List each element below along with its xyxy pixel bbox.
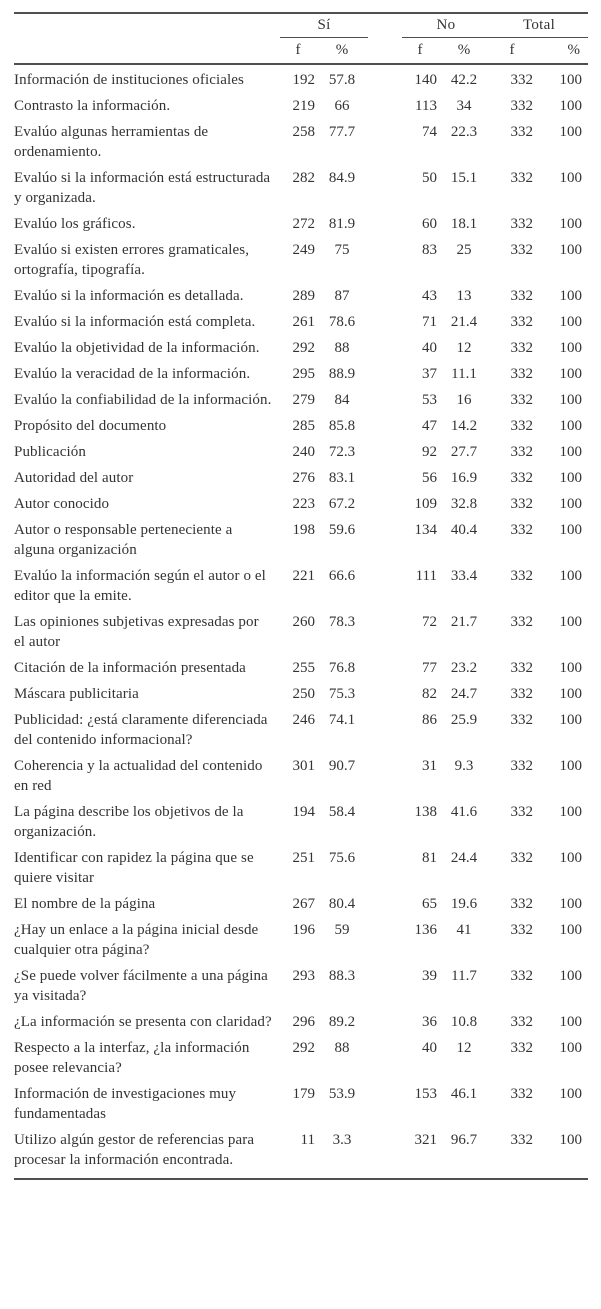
row-label: Identificar con rapidez la página que se quiere visitar (14, 850, 254, 886)
cell-no-pct: 15.1 (450, 170, 478, 186)
cell-gap (368, 166, 402, 212)
cell-no-pct: 18.1 (450, 216, 478, 232)
row-label: Evalúo si la información está completa. (14, 314, 256, 330)
cell-no-pct: 40.4 (450, 522, 478, 538)
cell-no-pct: 23.2 (450, 660, 478, 676)
cell-no-f: 109 (414, 496, 437, 512)
cell-no-pct: 12 (456, 340, 472, 356)
row-label: Coherencia y la actualidad del contenido en red (14, 758, 263, 794)
row-label: Evalúo si existen errores gramaticales, ortografía, tipografía. (14, 242, 250, 278)
subheader-no-pct: % (438, 37, 490, 64)
cell-si-pct: 57.8 (328, 72, 356, 88)
cell-total-pct: 100 (559, 496, 583, 512)
cell-gap (368, 440, 402, 466)
cell-gap (368, 964, 402, 1010)
cell-no-pct: 16 (456, 392, 472, 408)
cell-si-pct: 75.3 (328, 686, 356, 702)
cell-total-pct: 100 (559, 804, 583, 820)
cell-si-f: 192 (292, 72, 315, 88)
table-row (14, 754, 588, 800)
cell-no-f: 138 (414, 804, 437, 820)
cell-total-pct: 100 (559, 392, 583, 408)
cell-si-pct: 84 (334, 392, 350, 408)
frequency-table (14, 12, 588, 1180)
table-row (14, 682, 588, 708)
cell-total-pct: 100 (559, 1014, 583, 1030)
cell-total-pct: 100 (559, 444, 583, 460)
cell-no-f: 83 (422, 242, 437, 258)
cell-si-pct: 74.1 (328, 712, 356, 728)
cell-total-f: 332 (510, 72, 533, 88)
cell-si-pct: 58.4 (328, 804, 356, 820)
cell-si-pct: 75.6 (328, 850, 356, 866)
cell-si-f: 196 (292, 922, 315, 938)
cell-total-f: 332 (510, 614, 533, 630)
cell-gap (368, 1010, 402, 1036)
table-row (14, 414, 588, 440)
cell-gap (368, 1082, 402, 1128)
cell-no-pct: 11.1 (451, 366, 477, 382)
subheader-row (14, 37, 588, 64)
cell-total-f: 332 (510, 340, 533, 356)
cell-no-f: 31 (422, 758, 437, 774)
cell-no-f: 153 (414, 1086, 437, 1102)
cell-no-pct: 33.4 (450, 568, 478, 584)
cell-gap (368, 238, 402, 284)
cell-no-pct: 27.7 (450, 444, 478, 460)
column-group-no: No (402, 13, 490, 37)
cell-gap (368, 64, 402, 94)
cell-total-pct: 100 (559, 470, 583, 486)
table-row (14, 964, 588, 1010)
row-label: Respecto a la interfaz, ¿la información posee relevancia? (14, 1040, 250, 1076)
cell-total-f: 332 (510, 568, 533, 584)
cell-no-f: 134 (414, 522, 437, 538)
cell-gap (368, 310, 402, 336)
cell-no-f: 72 (422, 614, 437, 630)
cell-no-pct: 21.7 (450, 614, 478, 630)
cell-no-pct: 12 (456, 1040, 472, 1056)
cell-gap (368, 388, 402, 414)
table-row (14, 918, 588, 964)
cell-si-f: 198 (292, 522, 315, 538)
cell-si-f: 246 (292, 712, 315, 728)
cell-no-pct: 24.7 (450, 686, 478, 702)
table-body (14, 64, 588, 1179)
row-label: Citación de la información presentada (14, 660, 246, 676)
row-label: ¿Hay un enlace a la página inicial desde cualquier otra página? (14, 922, 259, 958)
row-label: Autor conocido (14, 496, 110, 512)
cell-total-pct: 100 (559, 216, 583, 232)
row-label: Evalúo la información según el autor o el editor que la emite. (14, 568, 266, 604)
cell-si-f: 219 (292, 98, 315, 114)
cell-no-pct: 46.1 (450, 1086, 478, 1102)
subheader-no-f: f (402, 37, 438, 64)
table-row (14, 120, 588, 166)
table-row (14, 440, 588, 466)
cell-gap (368, 610, 402, 656)
cell-si-pct: 78.3 (328, 614, 356, 630)
cell-gap (368, 1128, 402, 1179)
cell-total-f: 332 (510, 216, 533, 232)
row-label: Evalúo la objetividad de la información. (14, 340, 260, 356)
cell-total-f: 332 (510, 366, 533, 382)
cell-total-f: 332 (510, 124, 533, 140)
row-label: Publicidad: ¿está claramente diferenciada del contenido informacional? (14, 712, 268, 748)
cell-no-f: 60 (422, 216, 437, 232)
cell-total-f: 332 (510, 850, 533, 866)
cell-si-pct: 83.1 (328, 470, 356, 486)
cell-si-pct: 90.7 (328, 758, 356, 774)
cell-no-pct: 41 (456, 922, 472, 938)
cell-si-pct: 3.3 (332, 1132, 352, 1148)
cell-total-pct: 100 (559, 686, 583, 702)
cell-total-f: 332 (510, 470, 533, 486)
cell-gap (368, 336, 402, 362)
cell-si-f: 293 (292, 968, 315, 984)
subheader-si-pct: % (316, 37, 368, 64)
cell-si-pct: 81.9 (328, 216, 356, 232)
cell-total-f: 332 (510, 170, 533, 186)
column-group-total: Total (490, 13, 588, 37)
cell-no-f: 43 (422, 288, 437, 304)
header-gap (368, 13, 402, 37)
cell-si-f: 276 (292, 470, 315, 486)
cell-total-pct: 100 (559, 614, 583, 630)
cell-total-f: 332 (510, 686, 533, 702)
cell-no-f: 40 (422, 340, 437, 356)
cell-si-pct: 66 (334, 98, 350, 114)
cell-no-pct: 11.7 (451, 968, 477, 984)
cell-si-f: 260 (292, 614, 315, 630)
cell-si-f: 296 (292, 1014, 315, 1030)
cell-si-f: 255 (292, 660, 315, 676)
cell-gap (368, 212, 402, 238)
subheader-total-f: f (490, 37, 534, 64)
cell-si-pct: 53.9 (328, 1086, 356, 1102)
cell-total-pct: 100 (559, 896, 583, 912)
subheader-si-f: f (280, 37, 316, 64)
cell-gap (368, 94, 402, 120)
cell-no-pct: 34 (456, 98, 472, 114)
row-label: Evalúo los gráficos. (14, 216, 136, 232)
cell-total-f: 332 (510, 314, 533, 330)
table-row (14, 892, 588, 918)
row-label: Evalúo algunas herramientas de ordenamiento. (14, 124, 209, 160)
cell-no-f: 71 (422, 314, 437, 330)
cell-no-pct: 42.2 (450, 72, 478, 88)
table-row (14, 166, 588, 212)
table-row (14, 1010, 588, 1036)
cell-si-pct: 75 (334, 242, 350, 258)
cell-gap (368, 362, 402, 388)
cell-gap (368, 1036, 402, 1082)
cell-total-f: 332 (510, 1040, 533, 1056)
cell-no-f: 321 (414, 1132, 437, 1148)
cell-gap (368, 918, 402, 964)
cell-total-f: 332 (510, 1132, 533, 1148)
table-row (14, 64, 588, 94)
cell-no-f: 92 (422, 444, 437, 460)
cell-si-pct: 88.9 (328, 366, 356, 382)
table-row (14, 846, 588, 892)
table-row (14, 564, 588, 610)
cell-gap (368, 682, 402, 708)
cell-total-f: 332 (510, 804, 533, 820)
cell-gap (368, 708, 402, 754)
cell-total-f: 332 (510, 98, 533, 114)
subheader-label-spacer (14, 37, 280, 64)
cell-no-f: 50 (422, 170, 437, 186)
cell-total-f: 332 (510, 922, 533, 938)
cell-no-pct: 25.9 (450, 712, 478, 728)
cell-si-f: 301 (292, 758, 315, 774)
table-row (14, 466, 588, 492)
cell-si-f: 267 (292, 896, 315, 912)
table-row (14, 388, 588, 414)
cell-total-f: 332 (510, 896, 533, 912)
table-row (14, 800, 588, 846)
cell-no-pct: 19.6 (450, 896, 478, 912)
cell-si-f: 295 (292, 366, 315, 382)
cell-si-f: 279 (292, 392, 315, 408)
cell-total-f: 332 (510, 758, 533, 774)
table-row (14, 1082, 588, 1128)
cell-si-pct: 89.2 (328, 1014, 356, 1030)
cell-gap (368, 518, 402, 564)
cell-si-pct: 76.8 (328, 660, 356, 676)
cell-total-pct: 100 (559, 170, 583, 186)
cell-total-pct: 100 (559, 366, 583, 382)
cell-total-pct: 100 (559, 242, 583, 258)
cell-si-pct: 67.2 (328, 496, 356, 512)
cell-no-f: 56 (422, 470, 437, 486)
column-group-si: Sí (280, 13, 368, 37)
row-label: Autor o responsable perteneciente a alguna organización (14, 522, 233, 558)
table-row (14, 518, 588, 564)
cell-total-f: 332 (510, 242, 533, 258)
cell-gap (368, 414, 402, 440)
row-label: Máscara publicitaria (14, 686, 139, 702)
cell-si-f: 194 (292, 804, 315, 820)
cell-no-pct: 9.3 (454, 758, 474, 774)
cell-total-pct: 100 (559, 340, 583, 356)
cell-total-pct: 100 (559, 72, 583, 88)
cell-no-pct: 14.2 (450, 418, 478, 434)
cell-total-pct: 100 (559, 288, 583, 304)
cell-si-f: 258 (292, 124, 315, 140)
table-row (14, 708, 588, 754)
table-row (14, 336, 588, 362)
cell-no-pct: 10.8 (450, 1014, 478, 1030)
cell-si-pct: 85.8 (328, 418, 356, 434)
cell-total-pct: 100 (559, 968, 583, 984)
table-row (14, 492, 588, 518)
cell-si-pct: 80.4 (328, 896, 356, 912)
subheader-total-pct: % (534, 37, 588, 64)
cell-si-pct: 59 (334, 922, 350, 938)
cell-no-f: 86 (422, 712, 437, 728)
row-label: Propósito del documento (14, 418, 167, 434)
cell-no-f: 140 (414, 72, 437, 88)
cell-gap (368, 754, 402, 800)
row-label: Evalúo la veracidad de la información. (14, 366, 251, 382)
cell-no-pct: 32.8 (450, 496, 478, 512)
cell-no-f: 81 (422, 850, 437, 866)
table-row (14, 610, 588, 656)
cell-si-f: 240 (292, 444, 315, 460)
cell-total-pct: 100 (559, 98, 583, 114)
cell-gap (368, 120, 402, 166)
row-label: El nombre de la página (14, 896, 156, 912)
cell-gap (368, 846, 402, 892)
cell-total-f: 332 (510, 968, 533, 984)
cell-no-pct: 21.4 (450, 314, 478, 330)
cell-no-pct: 22.3 (450, 124, 478, 140)
cell-no-f: 47 (422, 418, 437, 434)
cell-no-f: 36 (422, 1014, 437, 1030)
cell-si-f: 282 (292, 170, 315, 186)
cell-total-pct: 100 (559, 712, 583, 728)
cell-no-f: 40 (422, 1040, 437, 1056)
cell-total-pct: 100 (559, 850, 583, 866)
cell-total-f: 332 (510, 392, 533, 408)
row-label: Evalúo la confiabilidad de la información. (14, 392, 272, 408)
cell-si-pct: 77.7 (328, 124, 356, 140)
cell-si-f: 11 (300, 1132, 315, 1148)
cell-total-pct: 100 (559, 314, 583, 330)
group-header-row (14, 13, 588, 37)
cell-si-pct: 87 (334, 288, 350, 304)
cell-gap (368, 466, 402, 492)
cell-total-pct: 100 (559, 660, 583, 676)
cell-no-pct: 13 (456, 288, 472, 304)
cell-no-pct: 25 (456, 242, 472, 258)
cell-si-f: 285 (292, 418, 315, 434)
cell-gap (368, 800, 402, 846)
row-label: Contrasto la información. (14, 98, 171, 114)
cell-si-pct: 88.3 (328, 968, 356, 984)
row-label: Información de instituciones oficiales (14, 72, 244, 88)
cell-si-pct: 66.6 (328, 568, 356, 584)
header-label-spacer (14, 13, 280, 37)
cell-total-pct: 100 (559, 1132, 583, 1148)
cell-gap (368, 492, 402, 518)
cell-no-pct: 16.9 (450, 470, 478, 486)
table-row (14, 656, 588, 682)
cell-total-pct: 100 (559, 758, 583, 774)
cell-total-pct: 100 (559, 922, 583, 938)
cell-si-pct: 88 (334, 340, 350, 356)
cell-total-pct: 100 (559, 522, 583, 538)
cell-si-f: 289 (292, 288, 315, 304)
cell-si-f: 250 (292, 686, 315, 702)
table-row (14, 362, 588, 388)
row-label: Las opiniones subjetivas expresadas por el autor (14, 614, 259, 650)
row-label: Publicación (14, 444, 86, 460)
cell-si-pct: 88 (334, 1040, 350, 1056)
cell-no-f: 53 (422, 392, 437, 408)
row-label: Utilizo algún gestor de referencias para procesar la información encontrada. (14, 1132, 255, 1168)
table-row (14, 238, 588, 284)
row-label: ¿Se puede volver fácilmente a una página ya visitada? (14, 968, 268, 1004)
row-label: Información de investigaciones muy fundamentadas (14, 1086, 237, 1122)
cell-si-f: 292 (292, 340, 315, 356)
cell-total-f: 332 (510, 1086, 533, 1102)
table-row (14, 1128, 588, 1179)
cell-total-pct: 100 (559, 1040, 583, 1056)
cell-gap (368, 284, 402, 310)
table-row (14, 1036, 588, 1082)
cell-total-f: 332 (510, 288, 533, 304)
cell-no-f: 65 (422, 896, 437, 912)
cell-total-f: 332 (510, 660, 533, 676)
cell-total-f: 332 (510, 1014, 533, 1030)
cell-si-f: 261 (292, 314, 315, 330)
cell-no-pct: 96.7 (450, 1132, 478, 1148)
cell-si-pct: 72.3 (328, 444, 356, 460)
cell-si-f: 251 (292, 850, 315, 866)
cell-si-f: 221 (292, 568, 315, 584)
cell-total-pct: 100 (559, 568, 583, 584)
row-label: Autoridad del autor (14, 470, 134, 486)
cell-si-f: 223 (292, 496, 315, 512)
cell-gap (368, 656, 402, 682)
row-label: Evalúo si la información está estructurada y organizada. (14, 170, 271, 206)
cell-no-f: 39 (422, 968, 437, 984)
cell-no-pct: 41.6 (450, 804, 478, 820)
cell-total-pct: 100 (559, 418, 583, 434)
table-row (14, 94, 588, 120)
cell-si-f: 272 (292, 216, 315, 232)
table-row (14, 310, 588, 336)
cell-no-f: 111 (415, 568, 437, 584)
cell-si-pct: 78.6 (328, 314, 356, 330)
table-row (14, 284, 588, 310)
row-label: ¿La información se presenta con claridad? (14, 1014, 272, 1030)
cell-total-f: 332 (510, 712, 533, 728)
cell-si-f: 179 (292, 1086, 315, 1102)
cell-si-f: 249 (292, 242, 315, 258)
cell-total-f: 332 (510, 418, 533, 434)
cell-no-f: 136 (414, 922, 437, 938)
table-row (14, 212, 588, 238)
cell-total-f: 332 (510, 444, 533, 460)
cell-si-pct: 59.6 (328, 522, 356, 538)
cell-no-f: 113 (415, 98, 437, 114)
cell-gap (368, 564, 402, 610)
cell-total-f: 332 (510, 496, 533, 512)
subheader-gap (368, 37, 402, 64)
cell-no-f: 37 (422, 366, 437, 382)
cell-no-f: 82 (422, 686, 437, 702)
cell-no-pct: 24.4 (450, 850, 478, 866)
cell-si-pct: 84.9 (328, 170, 356, 186)
cell-gap (368, 892, 402, 918)
row-label: La página describe los objetivos de la organización. (14, 804, 244, 840)
cell-no-f: 74 (422, 124, 437, 140)
cell-si-f: 292 (292, 1040, 315, 1056)
cell-total-pct: 100 (559, 1086, 583, 1102)
cell-no-f: 77 (422, 660, 437, 676)
cell-total-pct: 100 (559, 124, 583, 140)
row-label: Evalúo si la información es detallada. (14, 288, 244, 304)
cell-total-f: 332 (510, 522, 533, 538)
